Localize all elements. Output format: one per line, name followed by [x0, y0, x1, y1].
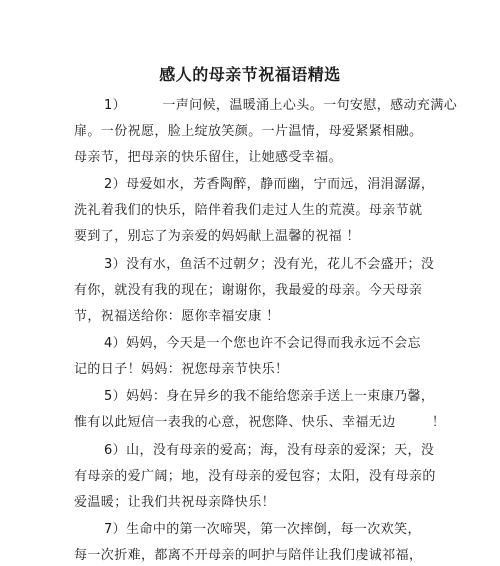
paragraph-line: 3）没有水，鱼活不过朝夕；没有光，花儿不会盛开；没 [104, 257, 435, 272]
paragraph-line: 2）母爱如水，芳香陶醉，静而幽，宁而远，涓涓潺潺， [104, 177, 435, 192]
paragraph-line: 母亲节，把母亲的快乐留住，让她感受幸福。 [74, 150, 343, 165]
paragraph-line: 有母亲的爱广阔；地，没有母亲的爱包容；太阳，没有母亲的 [74, 469, 436, 484]
paragraph-line: 每一次折难，都离不开母亲的呵护与陪伴让我们虔诚祁福， [74, 548, 423, 563]
paragraph-line: 7）生命中的第一次啼哭，第一次摔倒，每一次欢笑， [104, 522, 421, 537]
paragraph-line: 洗礼着我们的快乐，陪伴着我们走过人生的荒漠。母亲节就 [74, 203, 423, 218]
paragraph-line: 节，祝福送给你：愿你幸福安康 ！ [74, 309, 280, 324]
paragraph-line: 有你，就没有我的现在；谢谢你，我最爱的母亲。今天母亲 [74, 283, 423, 298]
paragraph-line: 1） 一声问候，温暖涌上心头。一句安慰，感动充满心 [104, 98, 458, 113]
document-title: 感人的母亲节祝福语精选 [159, 65, 341, 84]
paragraph-line: 5）妈妈：身在异乡的我不能给您亲手送上一束康乃馨， [104, 389, 435, 404]
paragraph-line: 爱温暖；让我们共祝母亲降快乐！ [74, 495, 276, 510]
paragraph-line: 6）山，没有母亲的爱高；海，没有母亲的爱深；天，没 [104, 443, 435, 458]
paragraph-line: 惟有以此短信一表我的心意，祝您降、快乐、幸福无边 ！ [74, 415, 446, 430]
paragraph-line: 扉。一份祝愿，脸上绽放笑颜。一片温情，母爱紧紧相融。 [74, 124, 423, 139]
paragraph-line: 要到了，别忘了为亲爱的妈妈献上温馨的祝福 ！ [74, 229, 360, 244]
paragraph-line: 4）妈妈，今天是一个您也许不会记得而我永远不会忘 [104, 336, 421, 351]
paragraph-line: 记的日子！妈妈：祝您母亲节快乐！ [74, 362, 289, 377]
